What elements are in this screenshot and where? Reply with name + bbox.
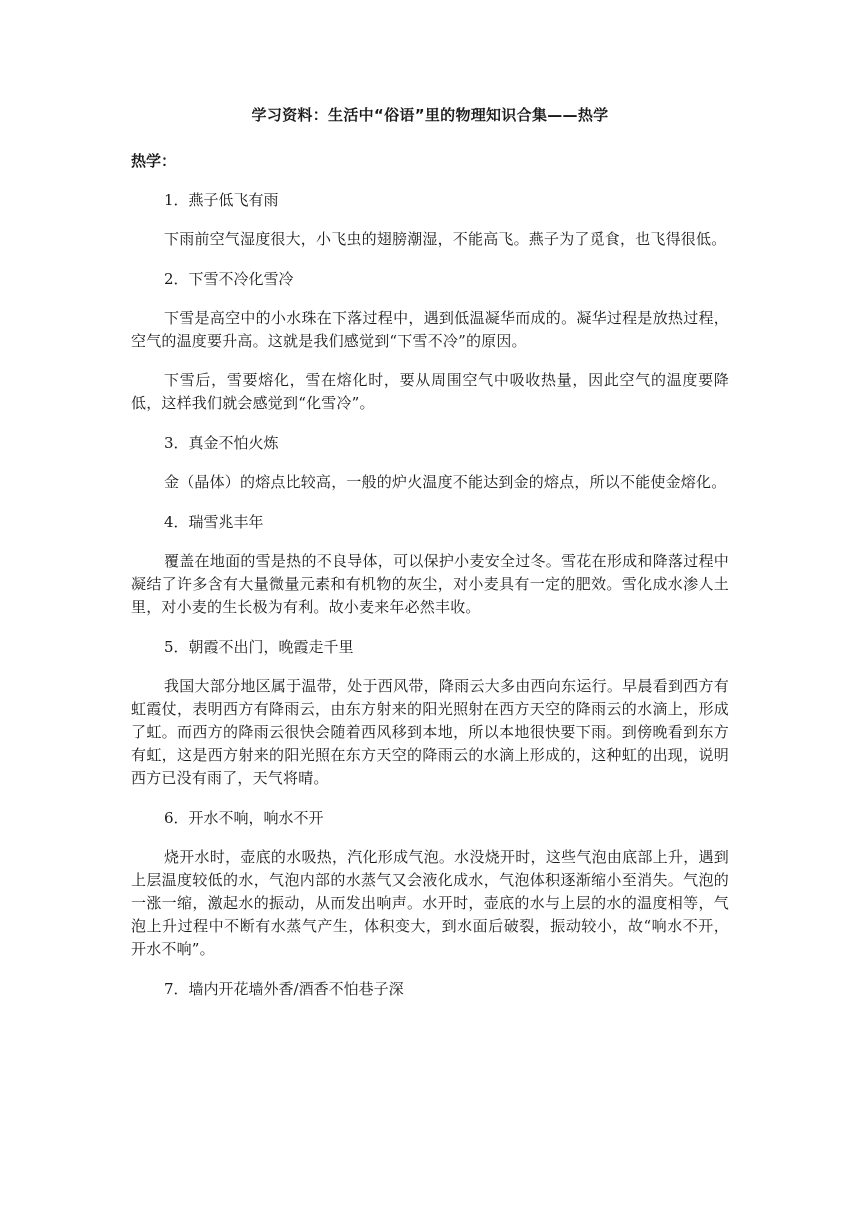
item-paragraph-2-1: 下雪是高空中的小水珠在下落过程中，遇到低温凝华而成的。凝华过程是放热过程，空气的温度要升高。这就是我们感觉到“下雪不冷”的原因。 (131, 309, 729, 350)
item-heading-1: 1．燕子低飞有雨 (164, 191, 279, 209)
item-heading-2: 2．下雪不冷化雪冷 (164, 270, 294, 288)
document-title: 学习资料：生活中“俗语”里的物理知识合集——热学 (251, 106, 609, 124)
item-paragraph-3-1: 金（晶体）的熔点比较高，一般的炉火温度不能达到金的熔点，所以不能使金熔化。 (164, 473, 727, 491)
item-heading-6: 6．开水不响，响水不开 (164, 809, 324, 827)
document-body (131, 188, 729, 1017)
item-paragraph-5-1: 我国大部分地区属于温带，处于西风带，降雨云大多由西向东运行。早晨看到西方有虹霞仗，表明西方有降雨云，由东方射来的阳光照射在西方天空的降雨云的水滴上，形成了虹。而西方的降雨云很快会随着西风移到本地，所以本地很快要下雨。到傍晚看到东方有虹，这是西方射来的阳光照在东方天空的降雨云的水滴上形成的，这种虹的出现，说明西方已没有雨了，天气将晴。 (131, 677, 729, 787)
item-heading-4: 4．瑞雪兆丰年 (164, 513, 264, 531)
item-paragraph-1-1: 下雨前空气湿度很大，小飞虫的翅膀潮湿，不能高飞。燕子为了觅食，也飞得很低。 (164, 230, 727, 248)
item-heading-5: 5．朝霞不出门，晚霞走千里 (164, 638, 354, 656)
item-paragraph-4-1: 覆盖在地面的雪是热的不良导体，可以保护小麦安全过冬。雪花在形成和降落过程中凝结了许多含有大量微量元素和有机物的灰尘，对小麦具有一定的肥效。雪化成水渗人土里，对小麦的生长极为有利。故小麦来年必然丰收。 (131, 552, 729, 616)
section-label: 热学： (131, 152, 177, 170)
item-heading-7: 7．墙内开花墙外香/酒香不怕巷子深 (164, 980, 404, 998)
item-heading-3: 3．真金不怕火炼 (164, 434, 279, 452)
item-paragraph-6-1: 烧开水时，壶底的水吸热，汽化形成气泡。水没烧开时，这些气泡由底部上升，遇到上层温度较低的水，气泡内部的水蒸气又会液化成水，气泡体积逐渐缩小至消失。气泡的一涨一缩，激起水的振动，从而发出响声。水开时，壶底的水与上层的水的温度相等，气泡上升过程中不断有水蒸气产生，体积变大，到水面后破裂，振动较小，故“响水不开，开水不响”。 (131, 848, 729, 958)
item-paragraph-2-2: 下雪后，雪要熔化，雪在熔化时，要从周围空气中吸收热量，因此空气的温度要降低，这样我们就会感觉到“化雪冷”。 (131, 371, 729, 412)
